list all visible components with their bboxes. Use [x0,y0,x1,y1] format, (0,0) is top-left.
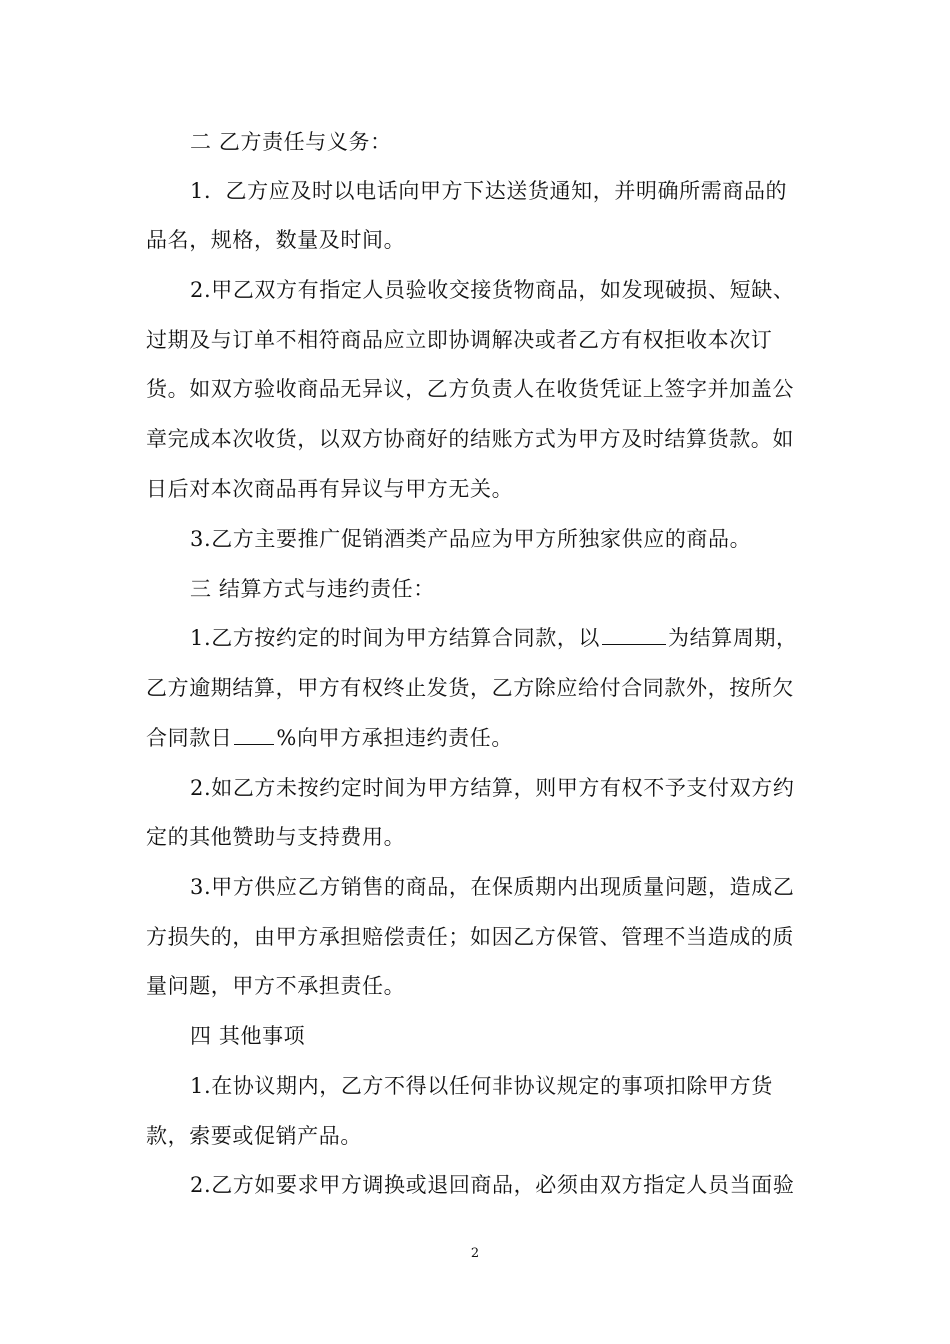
paragraph-line: 2.乙方如要求甲方调换或退回商品，必须由双方指定人员当面验 [190,1173,795,1197]
section-heading-3: 三 结算方式与违约责任： [190,577,435,601]
fill-in-blank [234,726,274,745]
paragraph-line: 2.甲乙双方有指定人员验收交接货物商品，如发现破损、短缺、 [190,278,795,302]
paragraph-text: 合同款日 [146,726,233,750]
paragraph-line-with-blank [146,723,806,753]
paragraph-line-with-blank [190,623,806,653]
paragraph-line: 1.在协议期内，乙方不得以任何非协议规定的事项扣除甲方货 [190,1074,773,1098]
paragraph-line: 日后对本次商品再有异议与甲方无关。 [146,477,514,501]
paragraph-line: 定的其他赞助与支持费用。 [146,825,406,849]
paragraph-text: 1.乙方按约定的时间为甲方结算合同款，以 [190,626,601,650]
paragraph-line: 2.如乙方未按约定时间为甲方结算，则甲方有权不予支付双方约 [190,776,795,800]
section-heading-2: 二 乙方责任与义务： [190,130,392,154]
paragraph-text: 为结算周期， [668,626,798,650]
paragraph-line: 3.乙方主要推广促销酒类产品应为甲方所独家供应的商品。 [190,527,752,551]
paragraph-line: 1．乙方应及时以电话向甲方下达送货通知，并明确所需商品的 [190,179,788,203]
paragraph-line: 3.甲方供应乙方销售的商品，在保质期内出现质量问题，造成乙 [190,875,795,899]
page-number: 2 [470,1246,480,1261]
paragraph-line: 货。如双方验收商品无异议，乙方负责人在收货凭证上签字并加盖公 [146,377,794,401]
section-heading-4: 四 其他事项 [190,1024,306,1048]
paragraph-line: 方损失的，由甲方承担赔偿责任；如因乙方保管、管理不当造成的质 [146,925,794,949]
paragraph-line: 款，索要或促销产品。 [146,1124,362,1148]
paragraph-line: 章完成本次收货，以双方协商好的结账方式为甲方及时结算货款。如 [146,427,794,451]
paragraph-text: %向甲方承担违约责任。 [276,726,513,750]
paragraph-line: 乙方逾期结算，甲方有权终止发货，乙方除应给付合同款外，按所欠 [146,676,794,700]
fill-in-blank [602,626,666,645]
paragraph-line: 品名，规格，数量及时间。 [146,228,406,252]
paragraph-line: 量问题，甲方不承担责任。 [146,974,406,998]
paragraph-line: 过期及与订单不相符商品应立即协调解决或者乙方有权拒收本次订 [146,328,773,352]
